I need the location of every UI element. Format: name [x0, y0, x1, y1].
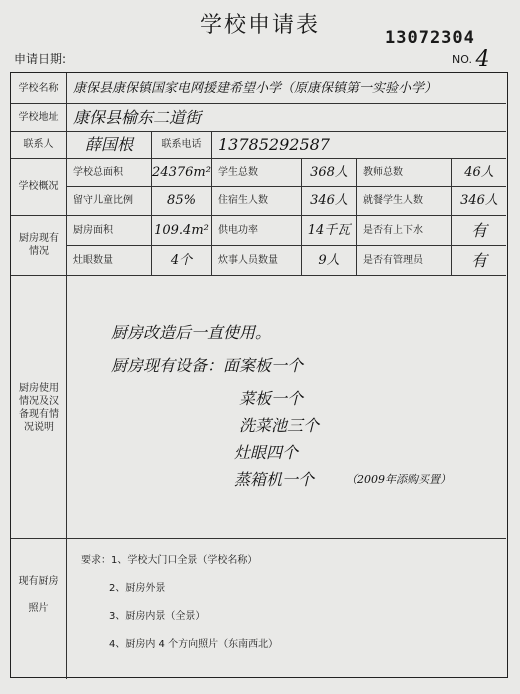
application-form	[10, 72, 508, 678]
photos-sublabel: 照片	[28, 602, 49, 614]
school-name-value: 康保县康保镇国家电网援建希望小学（原康保镇第一实验小学）	[73, 80, 438, 96]
cooks-label: 炊事人员数量	[218, 254, 278, 266]
water-value: 有	[470, 220, 487, 240]
power-label: 供电功率	[218, 224, 258, 236]
usage-note-line: 灶眼四个	[234, 443, 299, 462]
usage-note-line: 蒸箱机一个	[234, 470, 315, 489]
usage-note-line: 菜板一个	[239, 389, 304, 408]
phone-value: 13785292587	[218, 135, 330, 154]
boarding-label: 住宿生人数	[218, 195, 268, 206]
document-number	[452, 44, 490, 72]
contact-label: 联系人	[23, 139, 54, 150]
dining-label: 就餐学生人数	[363, 195, 423, 206]
left-behind-label: 留守儿童比例	[73, 195, 133, 206]
water-label: 是否有上下水	[363, 224, 423, 236]
document-number-label: NO.	[452, 53, 472, 66]
form-title: 学校申请表	[199, 13, 320, 38]
students-value: 368人	[310, 164, 348, 180]
phone-label: 联系电话	[161, 139, 202, 150]
boarding-value: 346人	[310, 193, 348, 208]
kitchen-area-value: 109.4m²	[154, 222, 209, 238]
usage-note-line: 洗菜池三个	[239, 416, 320, 435]
school-name-label: 学校名称	[18, 82, 59, 94]
power-value: 14千瓦	[307, 222, 351, 238]
photo-requirement: 要求：1、学校大门口全景（学校名称）	[81, 555, 258, 566]
stoves-label: 灶眼数量	[73, 254, 113, 266]
photo-requirement: 4、厨房内 4 个方向照片（东南西北）	[109, 639, 279, 650]
usage-note-aside: （2009年添购买置）	[346, 473, 451, 486]
manager-label: 是否有管理员	[363, 254, 423, 266]
overview-label: 学校概况	[18, 181, 59, 192]
dining-value: 346人	[460, 193, 498, 208]
kitchen-area-label: 厨房面积	[73, 224, 113, 236]
total-area-label: 学校总面积	[73, 166, 123, 178]
usage-note-line: 厨房改造后一直使用。	[111, 323, 272, 342]
teachers-label: 教师总数	[363, 166, 403, 178]
school-address-label: 学校地址	[18, 111, 59, 123]
left-behind-value: 85%	[167, 193, 196, 208]
kitchen-status-label: 厨房现有情况	[19, 233, 59, 257]
photo-requirement: 3、厨房内景（全景）	[109, 611, 206, 622]
apply-date-label: 申请日期:	[14, 52, 67, 66]
document-number-value: 4	[475, 47, 490, 72]
stoves-value: 4个	[170, 252, 193, 268]
total-area-value: 24376m²	[152, 164, 211, 180]
contact-value: 薛国根	[84, 135, 133, 154]
usage-note-line: 厨房现有设备：面案板一个	[111, 356, 304, 375]
usage-label: 厨房使用情况及汉备现有情况说明	[19, 383, 59, 433]
cooks-value: 9人	[318, 252, 340, 268]
document-id: 13072304	[385, 28, 475, 48]
photo-requirement: 2、厨房外景	[109, 583, 166, 594]
students-label: 学生总数	[218, 166, 258, 178]
teachers-value: 46人	[464, 164, 494, 180]
manager-value: 有	[470, 250, 487, 270]
school-address-value: 康保县榆东二道街	[73, 107, 202, 127]
photos-label: 现有厨房	[18, 575, 59, 587]
